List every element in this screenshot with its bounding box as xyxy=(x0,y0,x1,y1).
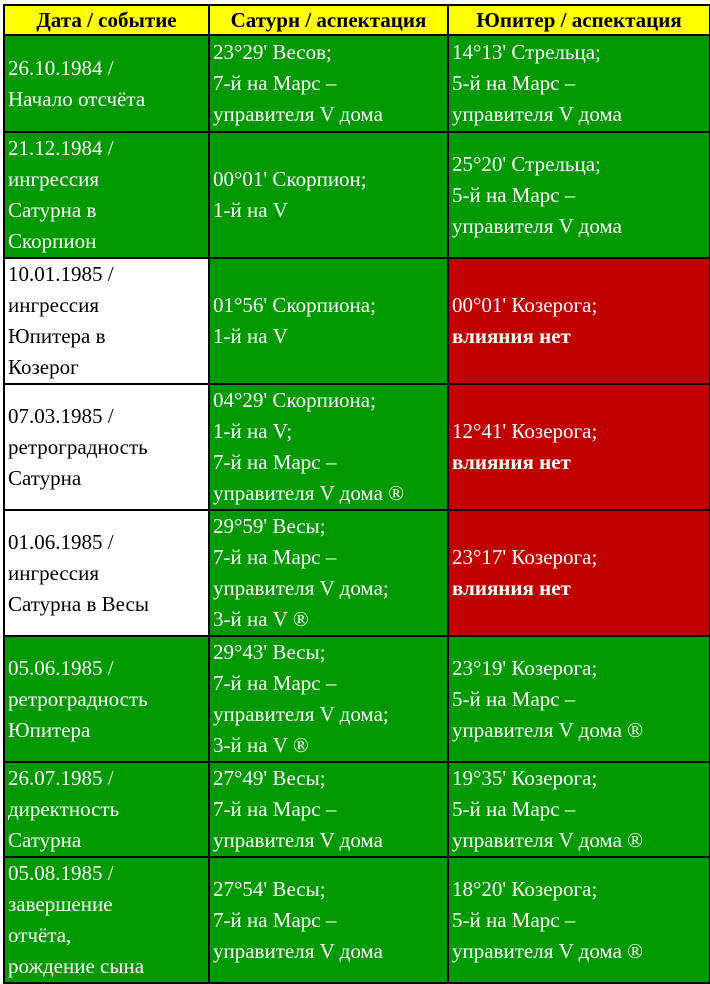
cell-line: 23°17' Козерога; xyxy=(452,545,598,569)
cell-line: управителя V дома; xyxy=(213,702,389,726)
cell-line: 23°29' Весов; xyxy=(213,40,332,64)
aspect-table xyxy=(3,4,710,984)
saturn-cell xyxy=(209,636,448,762)
cell-line: 18°20' Козерога; xyxy=(452,876,598,901)
saturn-cell xyxy=(209,762,448,857)
header-date-event: Дата / событие xyxy=(4,5,209,35)
date-event-cell xyxy=(4,258,209,384)
cell-line: 29°43' Весы; xyxy=(213,640,326,664)
cell-line: 01.06.1985 / xyxy=(8,529,114,554)
cell-line: управителя V дома xyxy=(452,102,622,126)
cell-line: 05.08.1985 / xyxy=(8,861,114,885)
cell-line: управителя V дома xyxy=(213,102,383,126)
jupiter-cell xyxy=(448,132,710,258)
cell-line: 29°59' Весы; xyxy=(213,514,326,538)
saturn-cell xyxy=(209,132,448,258)
cell-line: управителя V дома xyxy=(213,828,383,852)
cell-line: 27°54' Весы; xyxy=(213,876,326,901)
date-event-cell xyxy=(4,35,209,132)
cell-line: Скорпион xyxy=(8,229,97,253)
jupiter-cell xyxy=(448,384,710,510)
cell-line: 5-й на Марс – xyxy=(452,686,576,711)
cell-line: Козерог xyxy=(8,355,79,379)
saturn-cell xyxy=(209,258,448,384)
cell-line: ингрессия xyxy=(8,293,99,317)
saturn-cell xyxy=(209,384,448,510)
cell-line: ингрессия xyxy=(8,167,99,191)
cell-line: 25°20' Стрельца; xyxy=(452,151,601,176)
cell-line: управителя V дома ® xyxy=(452,828,644,852)
cell-line: директность xyxy=(8,797,120,821)
cell-line: 1-й на V xyxy=(213,324,288,348)
cell-line: управителя V дома ® xyxy=(213,481,405,505)
cell-line: ингрессия xyxy=(8,560,99,585)
cell-line: управителя V дома xyxy=(213,938,383,963)
cell-line: Начало отсчёта xyxy=(8,86,146,111)
cell-line: 27°49' Весы; xyxy=(213,766,326,790)
cell-line: Сатурна xyxy=(8,465,82,490)
date-event-cell xyxy=(4,132,209,258)
jupiter-cell xyxy=(448,636,710,762)
cell-line: 00°01' Скорпион; xyxy=(213,167,367,191)
cell-line: 5-й на Марс – xyxy=(452,797,576,821)
no-influence-label: влияния нет xyxy=(452,576,571,600)
cell-line: 3-й на V ® xyxy=(213,733,309,757)
header-row xyxy=(4,5,710,35)
cell-line: ретроградность xyxy=(8,434,148,459)
cell-line: 7-й на Марс – xyxy=(213,450,337,474)
cell-line: 7-й на Марс – xyxy=(213,545,337,569)
saturn-cell xyxy=(209,510,448,636)
cell-line: 3-й на V ® xyxy=(213,607,309,631)
date-event-cell xyxy=(4,636,209,762)
date-event-cell xyxy=(4,857,209,983)
cell-line: 23°19' Козерога; xyxy=(452,655,598,680)
cell-line: управителя V дома ® xyxy=(452,938,644,963)
cell-line: управителя V дома xyxy=(452,213,622,238)
cell-line: завершение xyxy=(8,892,113,916)
cell-line: ретроградность xyxy=(8,686,148,711)
cell-line: 14°13' Стрельца; xyxy=(452,40,601,64)
cell-line: Сатурна в xyxy=(8,198,97,222)
table-row xyxy=(4,384,710,510)
cell-line: Сатурна в Весы xyxy=(8,591,149,616)
saturn-cell xyxy=(209,857,448,983)
date-event-cell xyxy=(4,384,209,510)
table-row xyxy=(4,132,710,258)
table-row xyxy=(4,636,710,762)
cell-line: 04°29' Скорпиона; xyxy=(213,388,376,412)
cell-line: 01°56' Скорпиона; xyxy=(213,293,376,317)
cell-line: 7-й на Марс – xyxy=(213,907,337,932)
cell-line: 7-й на Марс – xyxy=(213,671,337,695)
table-row xyxy=(4,35,710,132)
date-event-cell xyxy=(4,510,209,636)
cell-line: отчёта, xyxy=(8,923,72,947)
cell-line: управителя V дома ® xyxy=(452,717,644,742)
cell-line: 26.10.1984 / xyxy=(8,55,114,80)
table-row xyxy=(4,857,710,983)
cell-line: Юпитера xyxy=(8,717,91,742)
header-saturn: Сатурн / аспектация xyxy=(209,5,448,35)
cell-line: 12°41' Козерога; xyxy=(452,419,598,443)
cell-line: 26.07.1985 / xyxy=(8,766,114,790)
jupiter-cell xyxy=(448,258,710,384)
cell-line: 19°35' Козерога; xyxy=(452,766,598,790)
no-influence-label: влияния нет xyxy=(452,450,571,474)
cell-line: 7-й на Марс – xyxy=(213,797,337,821)
jupiter-cell xyxy=(448,35,710,132)
cell-line: 05.06.1985 / xyxy=(8,655,114,680)
date-event-cell xyxy=(4,762,209,857)
jupiter-cell xyxy=(448,510,710,636)
cell-line: Сатурна xyxy=(8,828,82,852)
jupiter-cell xyxy=(448,762,710,857)
table-row xyxy=(4,762,710,857)
cell-line: 10.01.1985 / xyxy=(8,262,114,286)
cell-line: 5-й на Марс – xyxy=(452,182,576,207)
jupiter-cell xyxy=(448,857,710,983)
saturn-cell xyxy=(209,35,448,132)
header-jupiter: Юпитер / аспектация xyxy=(448,5,710,35)
cell-line: 21.12.1984 / xyxy=(8,136,114,160)
cell-line: 5-й на Марс – xyxy=(452,907,576,932)
cell-line: рождение сына xyxy=(8,954,145,978)
cell-line: 1-й на V xyxy=(213,198,288,222)
cell-line: 5-й на Марс – xyxy=(452,71,576,95)
table-row xyxy=(4,510,710,636)
cell-line: управителя V дома; xyxy=(213,576,389,600)
cell-line: 07.03.1985 / xyxy=(8,403,114,428)
cell-line: 00°01' Козерога; xyxy=(452,293,598,317)
no-influence-label: влияния нет xyxy=(452,324,571,348)
table-row xyxy=(4,258,710,384)
cell-line: Юпитера в xyxy=(8,324,106,348)
cell-line: 7-й на Марс – xyxy=(213,71,337,95)
cell-line: 1-й на V; xyxy=(213,419,293,443)
